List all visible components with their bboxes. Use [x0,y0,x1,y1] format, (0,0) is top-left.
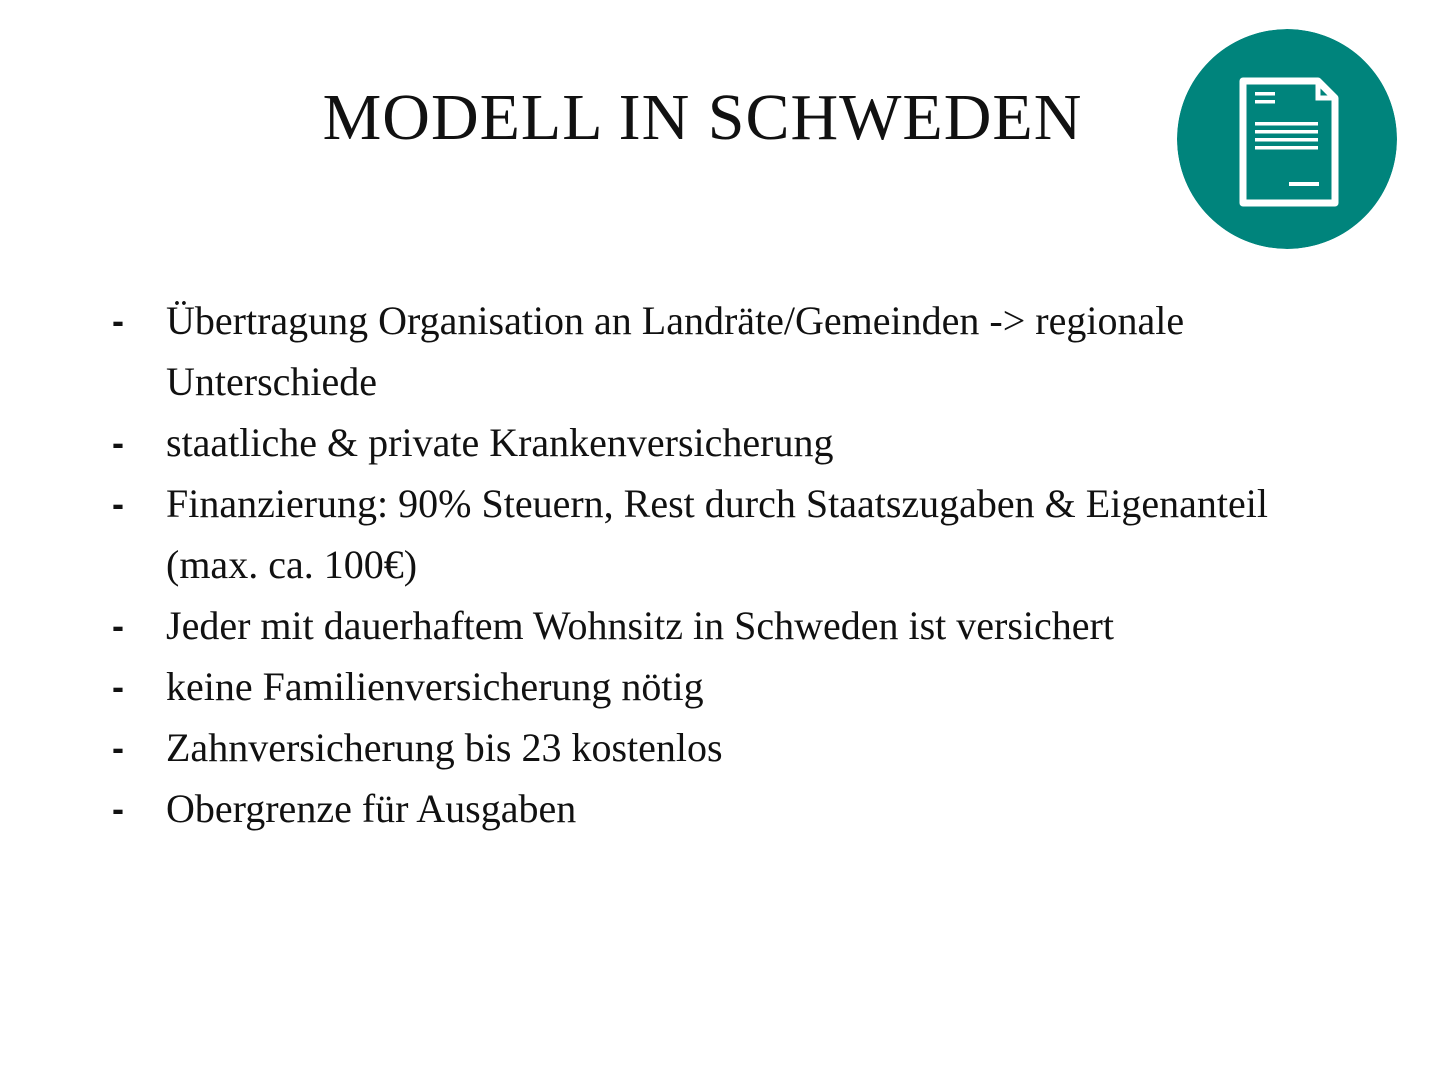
document-icon [1177,29,1397,249]
bullet-marker: - [112,605,124,646]
bullet-marker: - [112,422,124,463]
bullet-list [112,290,1352,839]
bullet-text: Übertragung Organisation an Landräte/Gemeinden -> regionale Unterschiede [166,298,1185,404]
bullet-item-3 [112,473,1352,595]
bullet-item-1 [112,290,1352,412]
bullet-text: Jeder mit dauerhaftem Wohnsitz in Schweden ist versichert [166,603,1114,648]
bullet-text: Obergrenze für Ausgaben [166,786,577,831]
bullet-marker: - [112,300,124,341]
bullet-marker: - [112,727,124,768]
bullet-item-7 [112,778,1352,839]
bullet-item-6 [112,717,1352,778]
bullet-text: Finanzierung: 90% Steuern, Rest durch Staatszugaben & Eigenanteil (max. ca. 100€) [166,481,1268,587]
bullet-text: staatliche & private Krankenversicherung [166,420,834,465]
bullet-item-4 [112,595,1352,656]
bullet-item-5 [112,656,1352,717]
bullet-marker: - [112,788,124,829]
bullet-marker: - [112,483,124,524]
bullet-text: keine Familienversicherung nötig [166,664,704,709]
bullet-item-2 [112,412,1352,473]
bullet-text: Zahnversicherung bis 23 kostenlos [166,725,723,770]
slide-title: MODELL IN SCHWEDEN [322,81,1083,154]
bullet-marker: - [112,666,124,707]
